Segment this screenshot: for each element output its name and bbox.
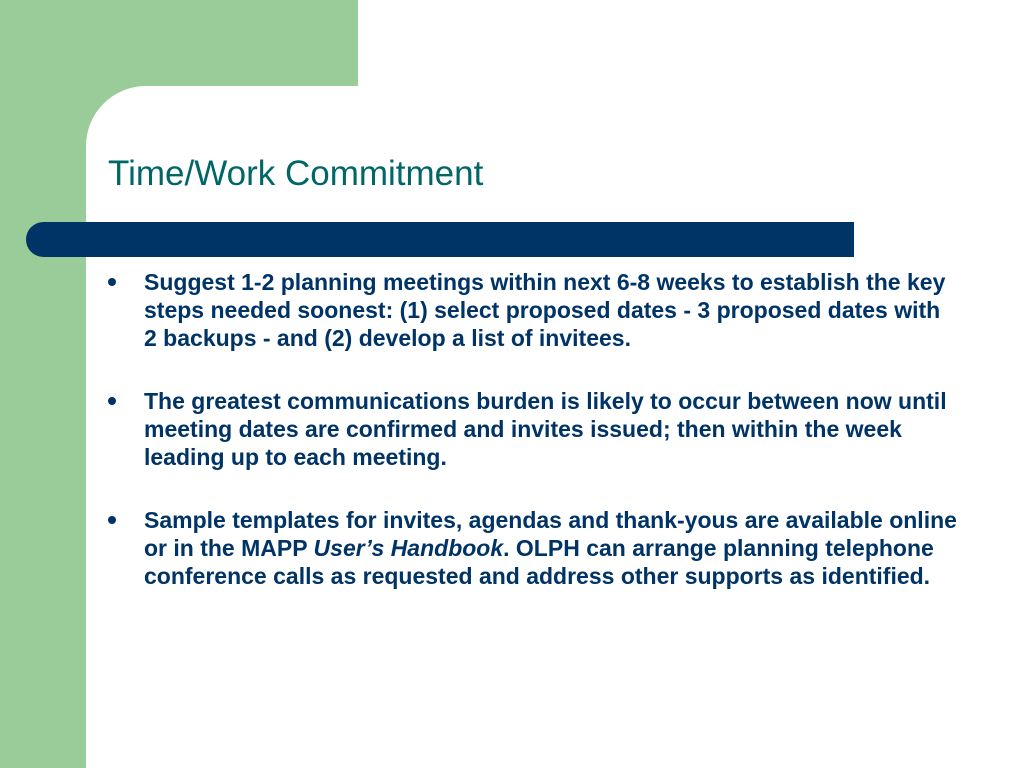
bullet-text-2: The greatest communications burden is likely to occur between now until meeting dates are confirmed and invites issued; then within the week leading up to each meeting. [144, 388, 947, 470]
handbook-title: User’s Handbook [313, 535, 504, 561]
bullet-text-3-tail: . OLPH can arrange planning telephone conference calls as requested and address other supports as identified. [144, 535, 934, 589]
bullet-dot-icon [108, 516, 116, 524]
bullet-list [108, 268, 958, 625]
bullet-text-1: Suggest 1-2 planning meetings within next 6-8 weeks to establish the key steps needed soonest: (1) select proposed dates - 3 proposed dates with 2 backups - and (2) develop a list of invitees. [144, 269, 946, 351]
bullet-item-2 [108, 387, 958, 471]
bullet-text-3 [144, 507, 957, 589]
bullet-text-3-lead: Sample templates for invites, agendas and thank-yous are available online or in the MAPP [144, 507, 957, 561]
bullet-item-1 [108, 268, 958, 352]
bullet-dot-icon [108, 278, 116, 286]
title-underline-bar [26, 222, 854, 257]
bullet-item-3 [108, 506, 958, 590]
slide-title: Time/Work Commitment [108, 154, 484, 193]
bullet-dot-icon [108, 397, 116, 405]
